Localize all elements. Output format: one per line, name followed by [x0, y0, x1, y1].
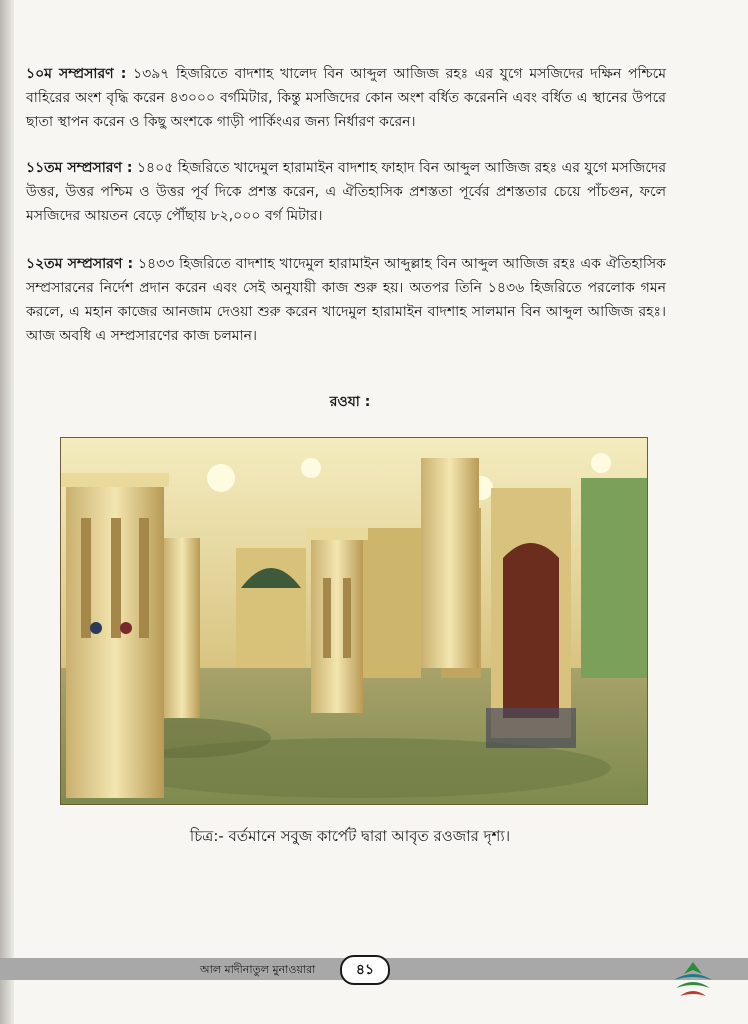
rawdah-photo-illustration: [61, 438, 647, 804]
rawdah-photo: [60, 437, 648, 805]
paragraph-expansion-10: [26, 62, 666, 134]
paragraph-text: ১৪০৫ হিজরিতে খাদেমুল হারামাইন বাদশাহ ফাহাদ বিন আব্দুল আজিজ রহঃ এর যুগে মসজিদের উত্তর, উত্তর পশ্চিম ও উত্তর পূর্ব দিকে প্রশস্ত করেন, এ ঐতিহাসিক প্রশস্ততা পূর্বের প্রশস্ততার চেয়ে পাঁচগুন, ফলে মসজিদের আয়তন বেড়ে পৌঁছায় ৮২,০০০ বর্গ মিটার।: [26, 160, 667, 224]
footer-book-title: আল মাদীনাতুল মুনাওয়ারা: [200, 963, 316, 976]
paragraph-label: ১০ম সম্প্রসারণ :: [26, 66, 127, 82]
paragraph-label: ১১তম সম্প্রসারণ :: [26, 160, 133, 176]
photo-caption: চিত্র:- বর্তমানে সবুজ কার্পেট দ্বারা আবৃত রওজার দৃশ্য।: [189, 827, 511, 845]
paragraph-expansion-11: [26, 156, 666, 228]
page-number: ৪১: [340, 955, 390, 985]
section-heading: রওযা :: [329, 394, 371, 410]
paragraph-text: ১৪৩৩ হিজরিতে বাদশাহ খাদেমুল হারামাইন আব্দুল্লাহ বিন আব্দুল আজিজ রহঃ এক ঐতিহাসিক সম্প্রসারনের নির্দেশ প্রদান করেন এবং সেই অনুযায়ী কাজ শুরু হয়। অতপর তিনি ১৪৩৬ হিজরিতে পরলোক গমন করলে, এ মহান কাজের আনজাম দেওয়া শুরু করেন খাদেমুল হারামাইন বাদশাহ সালমান বিন আব্দুল আজিজ রহঃ। আজ অবধি এ সম্প্রসারণের কাজ চলমান।: [26, 256, 666, 344]
paragraph-label: ১২তম সম্প্রসারণ :: [26, 256, 134, 272]
publisher-logo-icon: [670, 960, 716, 1000]
page-gutter-shadow: [0, 0, 14, 1024]
paragraph-expansion-12: [26, 252, 666, 348]
paragraph-text: ১৩৯৭ হিজরিতে বাদশাহ খালেদ বিন আব্দুল আজিজ রহঃ এর যুগে মসজিদের দক্ষিন পশ্চিমে বাহিরের অংশ বৃদ্ধি করেন ৪৩০০০ বর্গমিটার, কিন্তু মসজিদের কোন অংশ বর্ধিত করেননি এবং বর্ধিত এ স্থানের উপরে ছাতা স্থাপন করেন ও কিছু অংশকে গাড়ী পার্কিংএর জন্য নির্ধারণ করেন।: [26, 66, 666, 130]
